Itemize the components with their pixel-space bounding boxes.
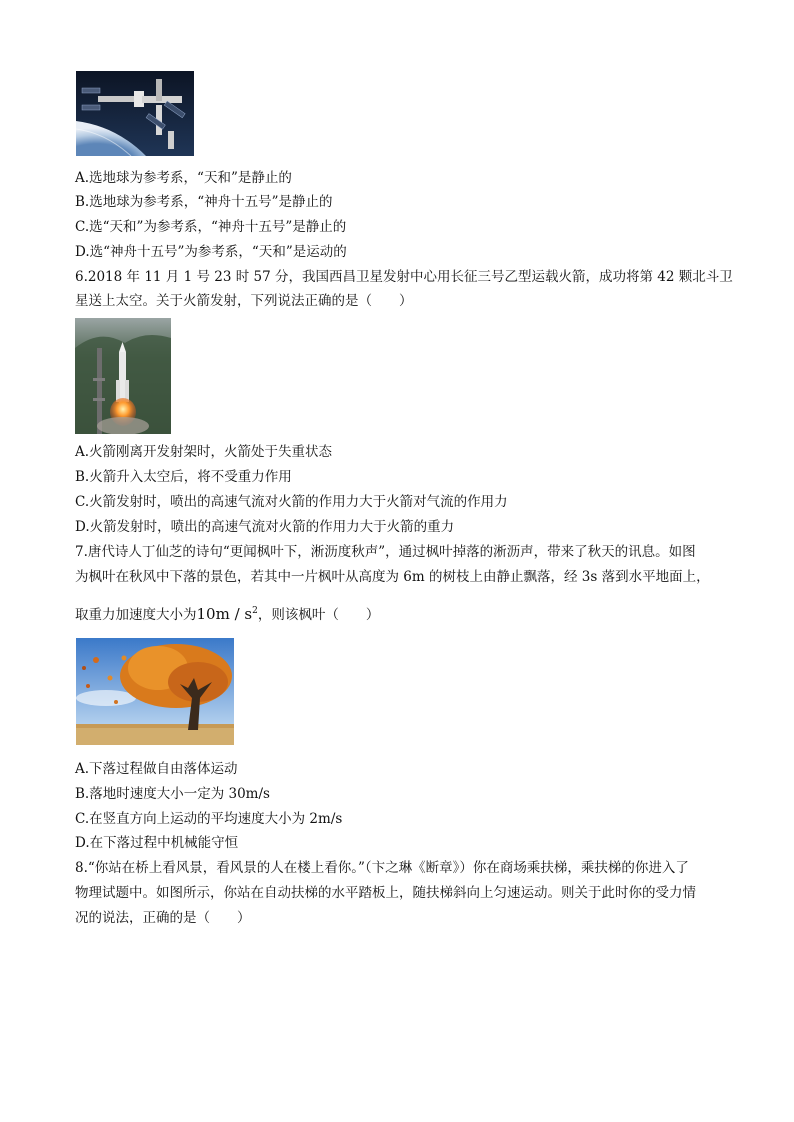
rocket-launch-image xyxy=(75,318,171,434)
q5-option-b: B.选地球为参考系，“神舟十五号”是静止的 xyxy=(75,194,333,210)
q6-option-c: C.火箭发射时，喷出的高速气流对火箭的作用力大于火箭对气流的作用力 xyxy=(75,494,508,510)
q8-stem-line1: 8.“你站在桥上看风景，看风景的人在楼上看你。”（卞之琳《断章》）你在商场乘扶梯，乘扶梯的你进入了 xyxy=(75,860,689,876)
q8-stem-line3: 况的说法，正确的是（ ） xyxy=(75,910,251,926)
q7-stem-line2: 为枫叶在秋风中下落的景色，若其中一片枫叶从高度为 6m 的树枝上由静止飘落，经 3s 落到水平地面上， xyxy=(75,569,710,585)
q7-stem-line3 xyxy=(75,602,379,624)
q7-option-a: A.下落过程做自由落体运动 xyxy=(75,761,238,777)
q7-stem-line1: 7.唐代诗人丁仙芝的诗句“更闻枫叶下，淅沥度秋声”，通过枫叶掉落的淅沥声，带来了秋天的讯息。如图 xyxy=(75,544,696,560)
q7-stem-line3-pre: 取重力加速度大小为 xyxy=(75,607,197,623)
q7-gravity-value: 10m / s xyxy=(196,605,253,623)
rocket-illustration xyxy=(75,318,171,434)
space-station-illustration xyxy=(76,71,194,156)
q5-option-a: A.选地球为参考系，“天和”是静止的 xyxy=(75,170,292,186)
q7-gravity-formula xyxy=(197,605,258,623)
q7-stem-line3-post: ，则该枫叶（ ） xyxy=(257,607,380,623)
q6-option-b: B.火箭升入太空后，将不受重力作用 xyxy=(75,469,292,485)
q6-option-a: A.火箭刚离开发射架时，火箭处于失重状态 xyxy=(75,444,333,460)
q6-stem-line1: 6.2018 年 11 月 1 号 23 时 57 分，我国西昌卫星发射中心用长征三号乙型运载火箭，成功将第 42 颗北斗卫 xyxy=(75,269,733,285)
q6-stem-line2: 星送上太空。关于火箭发射，下列说法正确的是（ ） xyxy=(75,293,413,309)
q7-option-b: B.落地时速度大小一定为 30m/s xyxy=(75,786,270,802)
q5-option-c: C.选“天和”为参考系，“神舟十五号”是静止的 xyxy=(75,219,347,235)
q6-option-d: D.火箭发射时，喷出的高速气流对火箭的作用力大于火箭的重力 xyxy=(75,519,455,535)
q8-stem-line2: 物理试题中。如图所示，你站在自动扶梯的水平踏板上，随扶梯斜向上匀速运动。则关于此时你的受力情 xyxy=(75,885,696,901)
space-station-image xyxy=(76,71,194,156)
maple-tree-image xyxy=(76,638,234,745)
q5-option-d: D.选“神舟十五号”为参考系，“天和”是运动的 xyxy=(75,244,347,260)
q7-gravity-exponent: 2 xyxy=(252,606,258,616)
maple-tree-illustration xyxy=(76,638,234,745)
q7-option-d: D.在下落过程中机械能守恒 xyxy=(75,835,239,851)
q7-option-c: C.在竖直方向上运动的平均速度大小为 2m/s xyxy=(75,811,343,827)
